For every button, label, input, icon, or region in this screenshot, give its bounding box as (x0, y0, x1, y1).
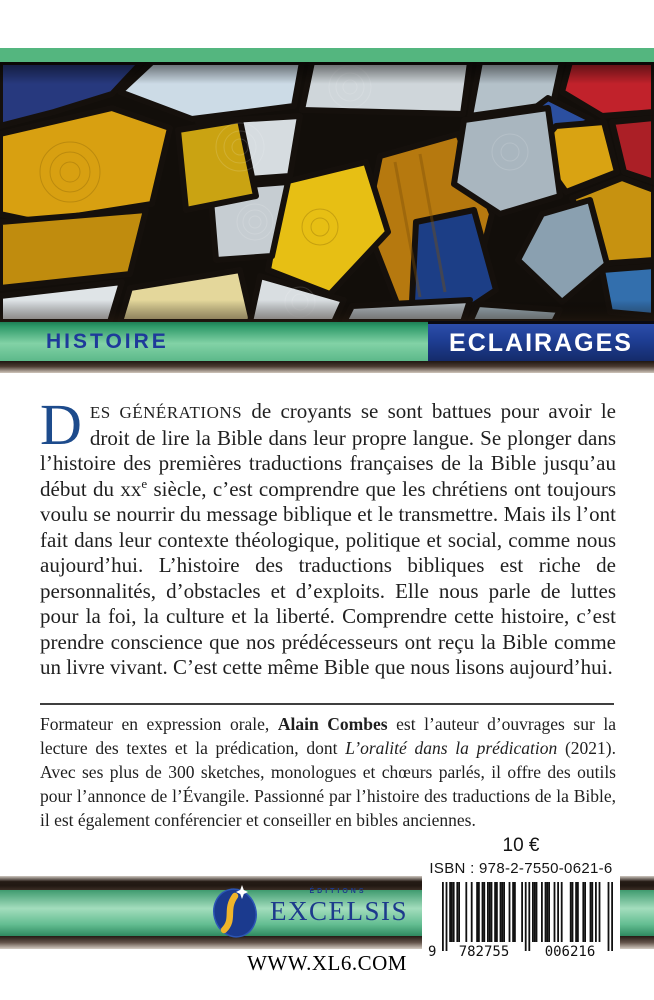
category-band (0, 322, 654, 361)
author-bio-paragraph (40, 712, 616, 832)
synopsis-paragraph (40, 392, 617, 681)
bio-text-3: (2021). Avec ses plus de 300 sketches, monologues et chœurs parlés, il offre des outils pour l’annonce de l’Évangile. Passionné par l’histoire des traductions de la Bible, il est également conférencier et conseiller en bibles anciennes. (40, 738, 616, 830)
barcode-digit-group: 782755 (458, 944, 510, 960)
collection-label: ECLAIRAGES (449, 328, 633, 357)
top-accent-bar (0, 48, 654, 62)
website-url: WWW.XL6.COM (247, 951, 407, 975)
publisher-name: EXCELSIS (270, 896, 409, 926)
drop-cap: D (40, 392, 82, 457)
collection-badge (428, 321, 654, 362)
publisher-text-block (270, 888, 409, 927)
bio-text-2: est l’auteur d’ouvrages sur la lecture des textes et la prédication, dont (40, 714, 617, 758)
synopsis-text-2: siècle, c’est comprendre que les chrétiens ont toujours voulu se nourrir du message biblique et le transmettre. Mais ils l’ont fait dans leur contexte théologique, politique et social, comme nous aujourd’hui. L’histoire des traductions bibliques est riche de personnalités, d’obstacles et d’exploits. Elle nous parle de luttes pour la foi, la culture et la liberté. Comprendre cette histoire, c’est prendre conscience que nos prédécesseurs ont reçu la Bible comme un livre vivant. C’est cette même Bible que nous lisons aujourd’hui. (40, 476, 617, 679)
book-title: L’oralité dans la prédication (345, 738, 558, 758)
metallic-divider (0, 361, 654, 373)
stained-glass-image (0, 62, 654, 322)
stained-glass-art (0, 62, 654, 322)
barcode-digit-group: 9 (428, 944, 437, 960)
divider-rule (40, 703, 614, 705)
price-label: 10 € (502, 835, 540, 856)
isbn-barcode-box (422, 856, 620, 968)
excelsis-globe-icon (208, 884, 264, 940)
bio-text-1: Formateur en expression orale, (40, 714, 278, 734)
barcode-digit-group: 006216 (544, 944, 596, 960)
publisher-logo (208, 884, 408, 942)
lead-small-caps: ES GÉNÉRATIONS (89, 403, 243, 422)
category-label: HISTOIRE (46, 329, 169, 353)
editions-label: ÉDITIONS (309, 888, 367, 895)
ordinal-superscript: e (141, 475, 148, 491)
synopsis-text-1: de croyants se sont battues pour avoir le droit de lire la Bible dans leur propre langue. Se plonger dans l’histoire des premières traductions françaises de la Bible jusqu’au début du xx (40, 399, 616, 501)
author-name: Alain Combes (277, 714, 388, 734)
isbn-label: ISBN : 978-2-7550-0621-6 (429, 860, 613, 877)
ean13-barcode (442, 882, 613, 951)
